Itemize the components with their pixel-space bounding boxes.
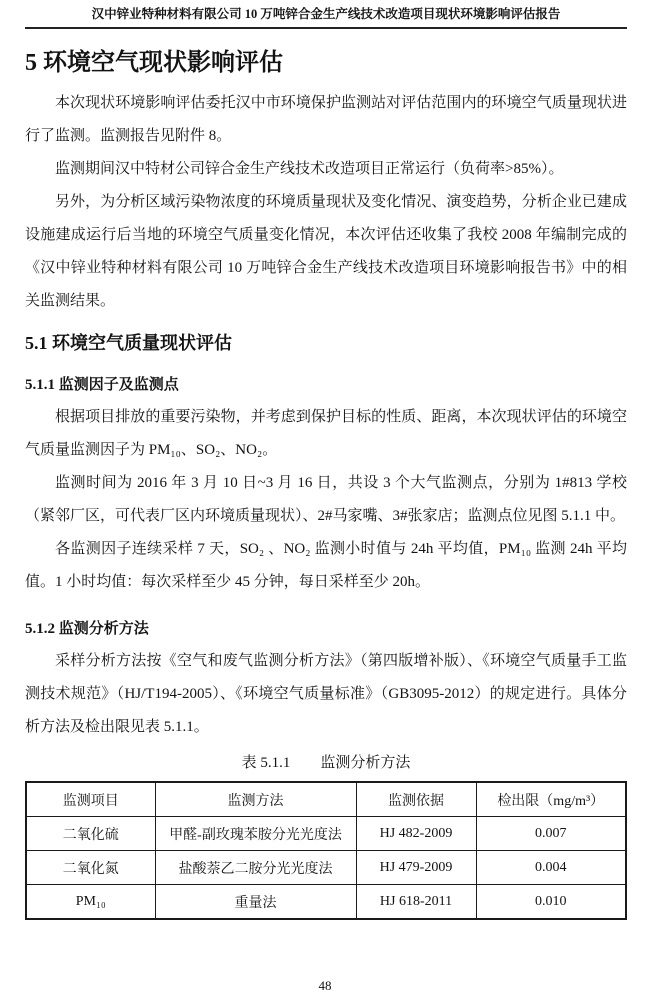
table-cell: 二氧化硫 — [26, 817, 155, 851]
table-cell: 甲醛-副玫瑰苯胺分光光度法 — [155, 817, 356, 851]
table-header-cell: 监测依据 — [356, 782, 476, 817]
section-5-1-1-paragraph-3: 各监测因子连续采样 7 天，SO₂ 、NO₂ 监测小时值与 24h 平均值，PM₁₀ 监测 24h 平均值。1 小时均值：每次采样至少 45 分钟，每日采样至少 20h。 — [25, 541, 627, 590]
intro-paragraph-2: 监测期间汉中特材公司锌合金生产线技术改造项目正常运行（负荷率>85%）。 — [55, 161, 564, 177]
table-cell: HJ 479-2009 — [356, 851, 476, 885]
table-header-cell: 监测项目 — [26, 782, 155, 817]
analysis-methods-table — [25, 781, 627, 920]
intro-paragraph-1: 本次现状环境影响评估委托汉中市环境保护监测站对评估范围内的环境空气质量现状进行了监测。监测报告见附件 8。 — [25, 95, 627, 144]
section-5-1-1-title: 5.1.1 监测因子及监测点 — [25, 377, 179, 393]
page-number: 48 — [318, 978, 332, 993]
section-5-1-2-paragraph-1: 采样分析方法按《空气和废气监测分析方法》（第四版增补版）、《环境空气质量手工监测技术规范》（HJ/T194-2005）、《环境空气质量标准》（GB3095-2012）的规定进行。具体分析方法及检出限见表 5.1.1。 — [25, 653, 627, 735]
table-cell: 二氧化氮 — [26, 851, 155, 885]
running-header — [25, 6, 627, 29]
table-cell: 盐酸萘乙二胺分光光度法 — [155, 851, 356, 885]
table-cell: HJ 482-2009 — [356, 817, 476, 851]
table-caption: 表 5.1.1 监测分析方法 — [241, 755, 411, 771]
header-rule — [25, 27, 627, 29]
section-5-1-1-paragraph-1: 根据项目排放的重要污染物，并考虑到保护目标的性质、距离，本次现状评估的环境空气质量监测因子为 PM₁₀、SO₂、NO₂。 — [25, 409, 627, 458]
section-5-1-title: 5.1 环境空气质量现状评估 — [25, 333, 232, 353]
table-row — [26, 885, 626, 920]
table-cell: PM₁₀ — [26, 885, 155, 920]
table-row — [26, 817, 626, 851]
chapter-title: 5 环境空气现状影响评估 — [25, 50, 283, 76]
section-5-1-1-paragraph-2: 监测时间为 2016 年 3 月 10 日~3 月 16 日，共设 3 个大气监测点，分别为 1#813 学校（紧邻厂区，可代表厂区内环境质量现状）、2#马家嘴、3#张家店；监测点位见图 5.1.1 中。 — [25, 475, 627, 524]
table-cell: 0.010 — [476, 885, 626, 920]
table-header-cell: 监测方法 — [155, 782, 356, 817]
table-header-row — [26, 782, 626, 817]
table-row — [26, 851, 626, 885]
table-cell: HJ 618-2011 — [356, 885, 476, 920]
intro-paragraph-3: 另外，为分析区域污染物浓度的环境质量现状及变化情况、演变趋势，分析企业已建成设施建成运行后当地的环境空气质量变化情况，本次评估还收集了我校 2008 年编制完成的《汉中锌业特种材料有限公司 10 万吨锌合金生产线技术改造项目环境影响报告书》中的相关监测结果。 — [25, 194, 627, 309]
table-cell: 0.007 — [476, 817, 626, 851]
section-5-1-2-title: 5.1.2 监测分析方法 — [25, 621, 149, 637]
table-cell: 重量法 — [155, 885, 356, 920]
table-header-cell: 检出限（mg/m³） — [476, 782, 626, 817]
running-header-text: 汉中锌业特种材料有限公司 10 万吨锌合金生产线技术改造项目现状环境影响评估报告 — [91, 7, 561, 21]
table-cell: 0.004 — [476, 851, 626, 885]
